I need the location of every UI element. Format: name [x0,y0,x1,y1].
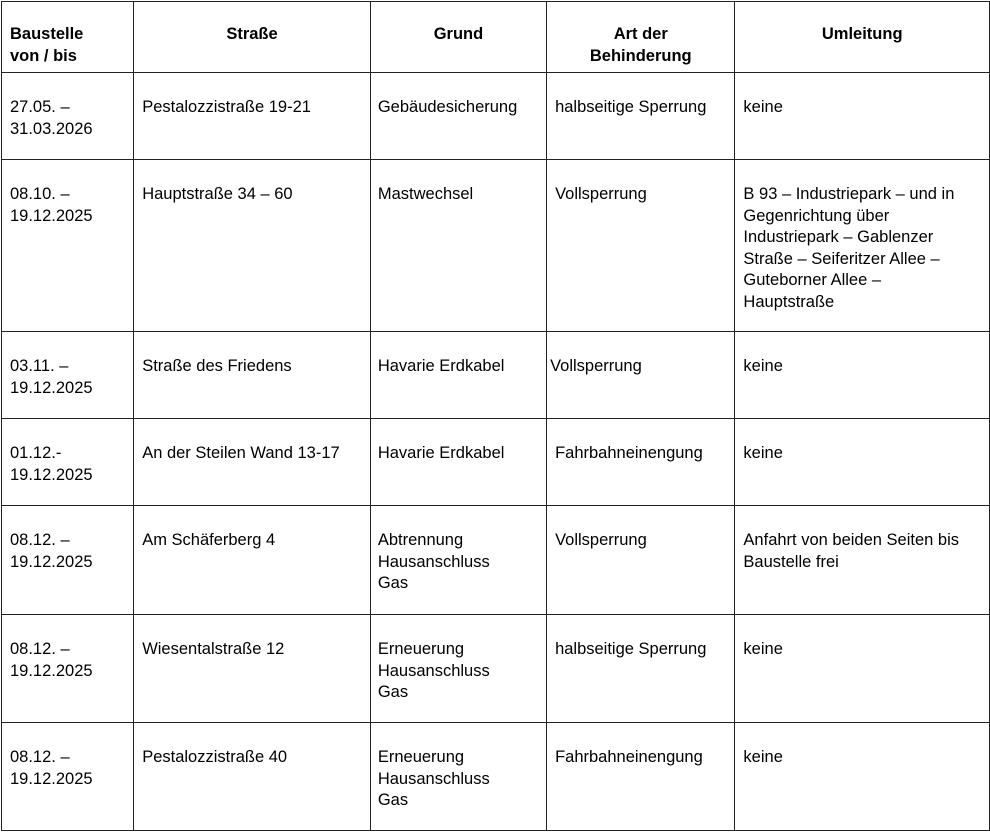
cell-obstruction: Vollsperrung [547,332,735,419]
reason-line: Hausanschluss [377,769,490,788]
reason-line: Havarie Erdkabel [377,444,505,462]
cell-detour [735,506,990,615]
header-period-line-2: von / bis [10,46,77,65]
table-row [2,615,990,723]
detour-line: Industriepark – Gablenzer [743,228,934,246]
period-start: 01.12.- [10,444,62,462]
header-street [134,2,371,73]
detour-line: keine [743,357,783,375]
header-reason-label: Grund [433,25,484,43]
cell-detour [735,332,990,419]
reason-line: Abtrennung [377,531,464,549]
header-detour [735,2,990,73]
period-start: 08.12. – [10,748,70,766]
table-row [2,506,990,615]
period-end: 19.12.2025 [10,378,93,397]
cell-detour [735,723,990,831]
cell-obstruction: halbseitige Sperrung [547,615,735,723]
cell-detour [735,615,990,723]
reason-line: Hausanschluss [377,552,490,571]
cell-street: Straße des Friedens [134,332,371,419]
header-period-line-1: Baustelle [10,25,84,43]
construction-sites-table [1,1,990,831]
detour-line: Baustelle frei [743,552,839,571]
header-row [2,2,990,73]
table-row [2,332,990,419]
cell-street: An der Steilen Wand 13-17 [134,419,371,506]
cell-period [2,723,134,831]
cell-reason [370,723,546,831]
cell-obstruction: halbseitige Sperrung [547,73,735,160]
period-end: 19.12.2025 [10,552,93,571]
period-end: 19.12.2025 [10,769,93,788]
cell-street: Hauptstraße 34 – 60 [134,160,371,332]
reason-line: Erneuerung [377,748,465,766]
cell-obstruction: Fahrbahneinengung [547,723,735,831]
period-end: 19.12.2025 [10,465,93,484]
cell-period [2,160,134,332]
cell-detour [735,73,990,160]
cell-period [2,506,134,615]
cell-obstruction: Vollsperrung [547,160,735,332]
cell-detour [735,160,990,332]
detour-line: Straße – Seiferitzer Allee – [743,249,940,268]
reason-line: Havarie Erdkabel [377,357,505,375]
cell-reason [370,73,546,160]
cell-reason [370,419,546,506]
detour-line: Hauptstraße [743,292,835,311]
table-row [2,160,990,332]
period-end: 31.03.2026 [10,119,93,138]
reason-line: Gas [377,791,409,809]
detour-line: Anfahrt von beiden Seiten bis [743,531,959,549]
table-row [2,723,990,831]
period-start: 03.11. – [10,357,69,375]
cell-obstruction: Fahrbahneinengung [547,419,735,506]
header-obstruction-line-1: Art der [613,25,668,43]
reason-line: Erneuerung [377,640,465,658]
table-row [2,419,990,506]
cell-period [2,332,134,419]
reason-line: Hausanschluss [377,661,490,680]
detour-line: Guteborner Allee – [743,271,882,289]
detour-line: B 93 – Industriepark – und in [743,185,955,203]
cell-reason [370,160,546,332]
reason-line: Gas [377,574,409,592]
cell-street: Pestalozzistraße 19-21 [134,73,371,160]
header-period [2,2,134,73]
reason-line: Gas [377,683,409,701]
cell-period [2,615,134,723]
header-street-label: Straße [226,25,278,43]
cell-period [2,73,134,160]
detour-line: keine [743,444,783,462]
header-detour-label: Umleitung [821,25,903,43]
detour-line: keine [743,98,783,116]
cell-street: Wiesentalstraße 12 [134,615,371,723]
cell-reason [370,615,546,723]
period-start: 08.12. – [10,531,70,549]
cell-street: Pestalozzistraße 40 [134,723,371,831]
cell-reason [370,332,546,419]
period-start: 08.10. – [10,185,70,203]
reason-line: Mastwechsel [377,185,474,203]
period-start: 27.05. – [10,98,70,116]
cell-street: Am Schäferberg 4 [134,506,371,615]
cell-obstruction: Vollsperrung [547,506,735,615]
period-end: 19.12.2025 [10,661,93,680]
period-end: 19.12.2025 [10,206,93,225]
cell-period [2,419,134,506]
header-reason [370,2,546,73]
cell-detour [735,419,990,506]
detour-line: keine [743,748,783,766]
header-obstruction-line-2: Behinderung [589,46,692,65]
detour-line: Gegenrichtung über [743,206,890,225]
detour-line: keine [743,640,783,658]
reason-line: Gebäudesicherung [377,98,518,116]
table-row [2,73,990,160]
header-obstruction [547,2,735,73]
cell-reason [370,506,546,615]
period-start: 08.12. – [10,640,70,658]
